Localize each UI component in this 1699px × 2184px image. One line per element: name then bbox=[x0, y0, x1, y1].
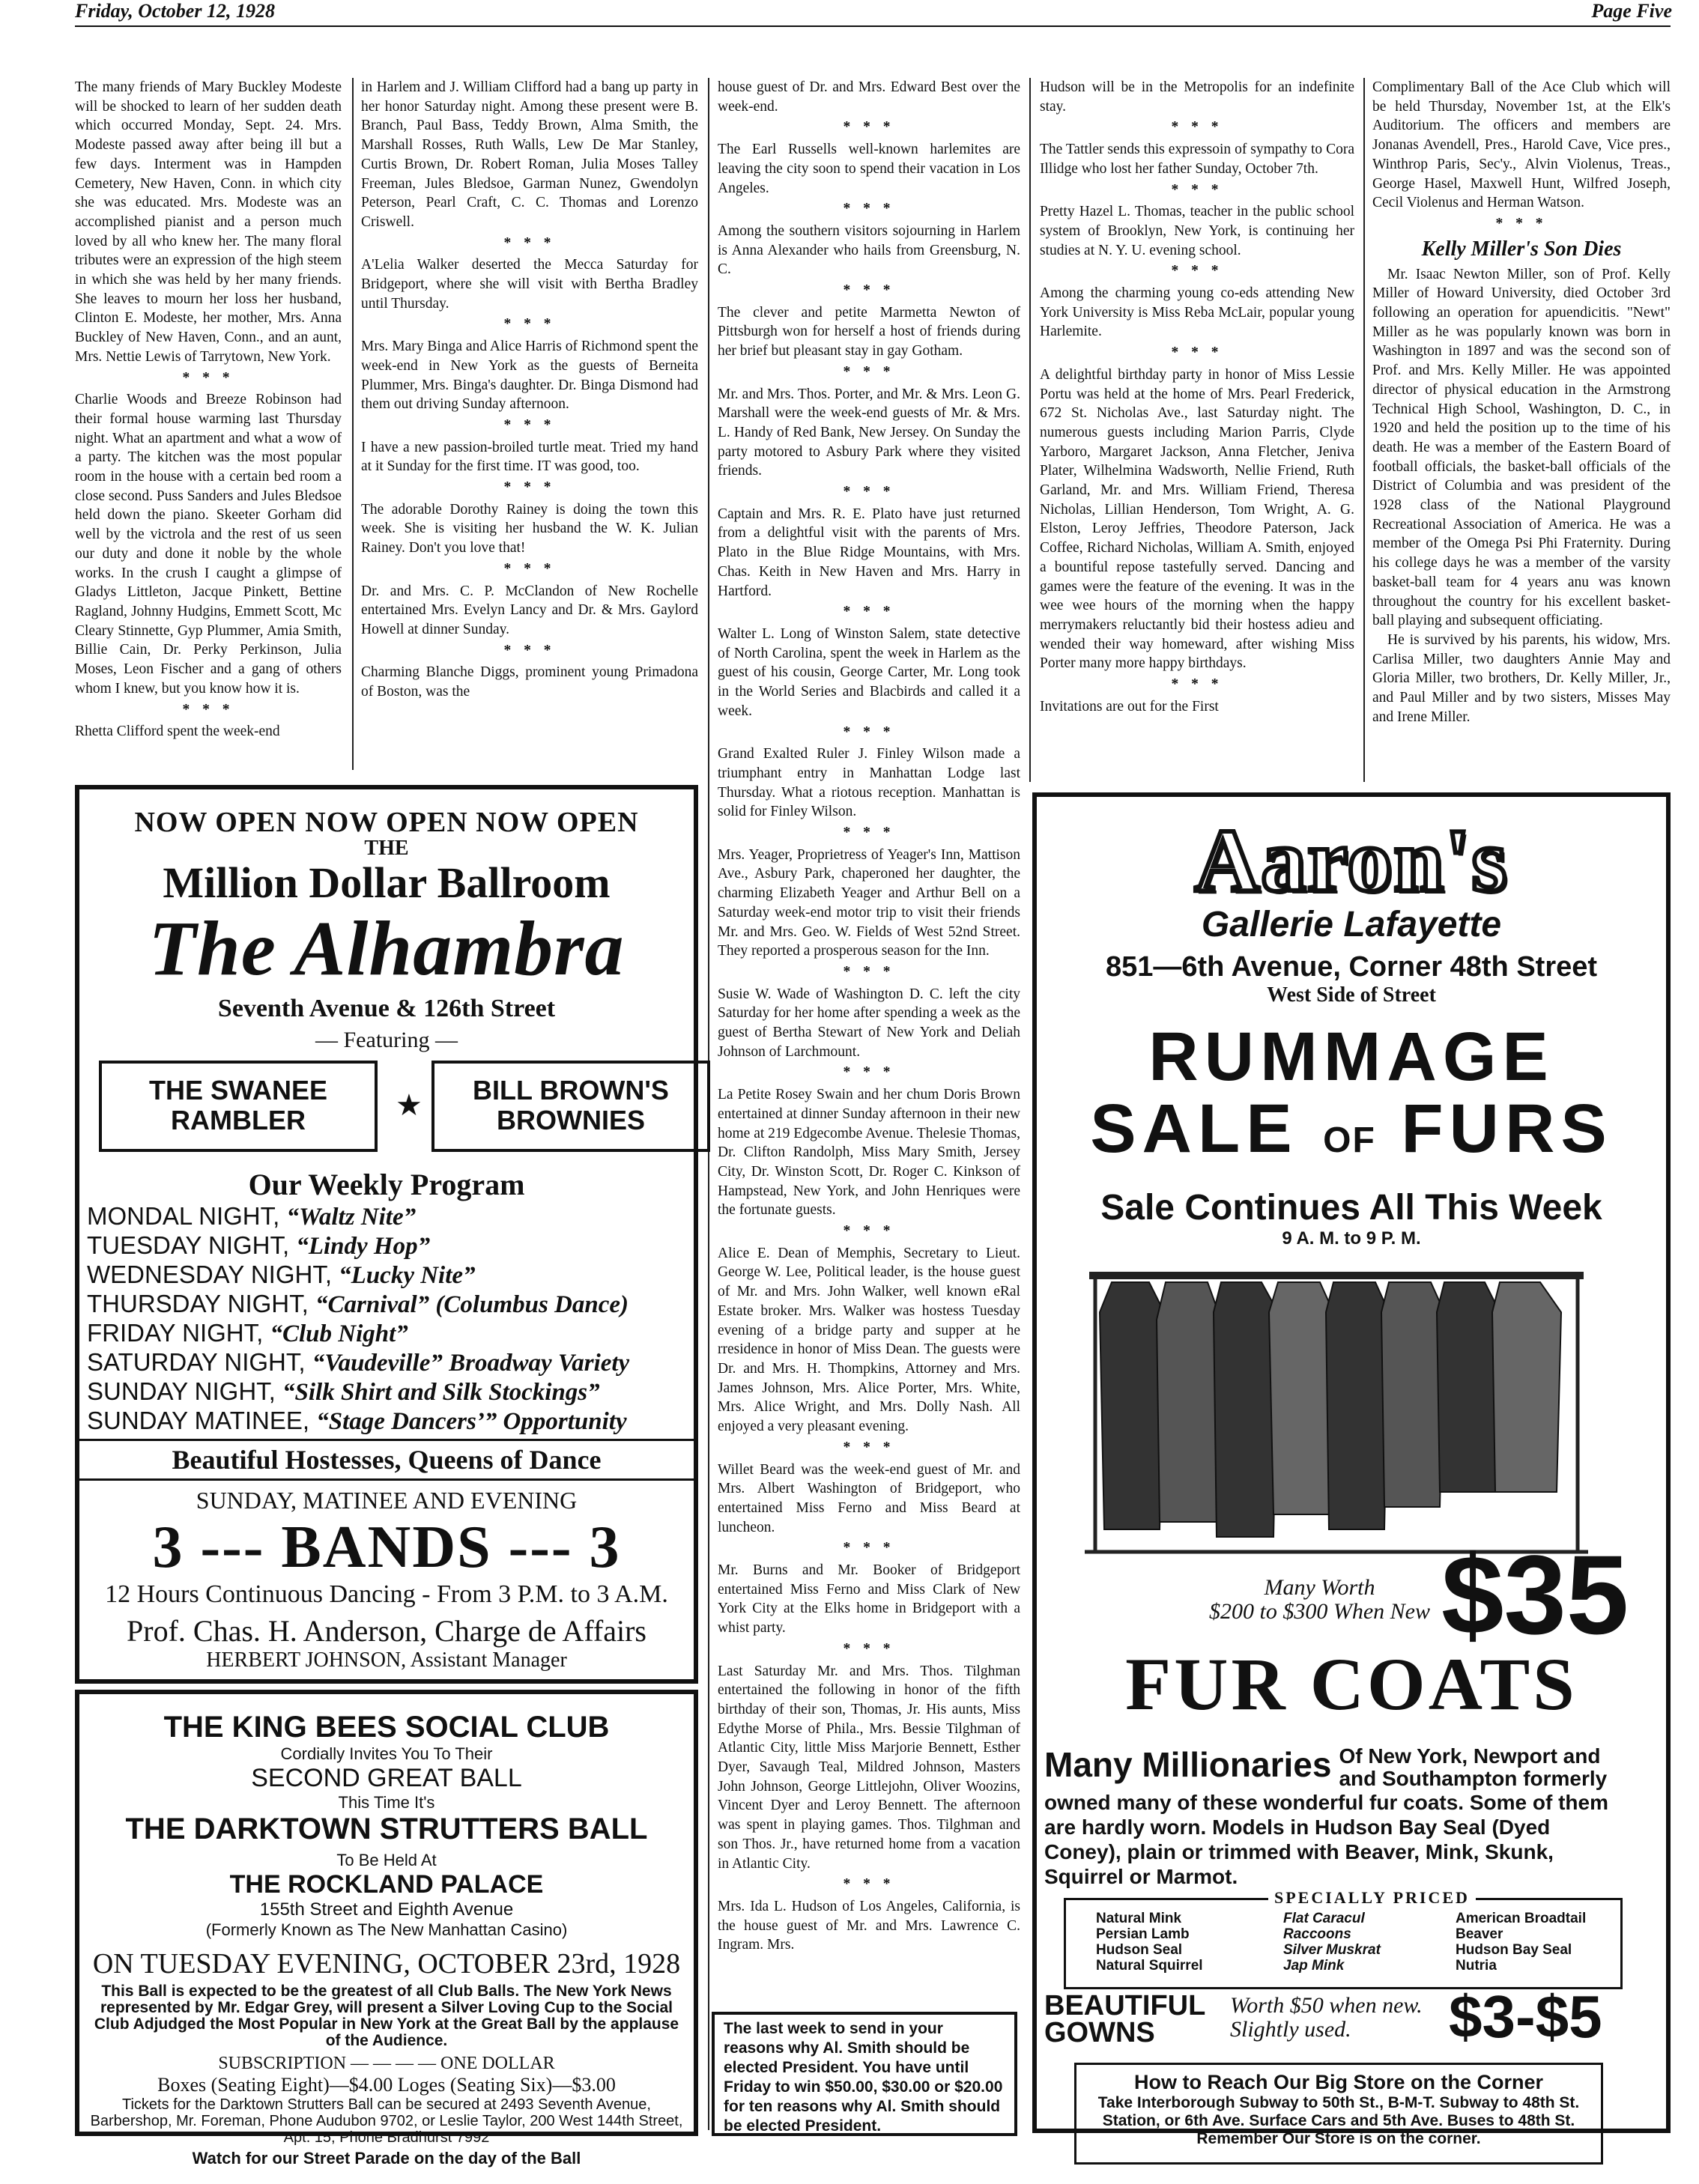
program-item: THURSDAY NIGHT, “Carnival” (Columbus Dance) bbox=[87, 1290, 629, 1318]
separator: * * * bbox=[1171, 345, 1223, 361]
directions-box: How to Reach Our Big Store on the Corner Take Interborough Subway to 50th St., B-M-T. Subway to 48th St. Station, or 6th Ave. Surface Cars and 5th Ave. Buses to 48th St. Remember Our Store is on the corner. bbox=[1074, 2063, 1603, 2165]
article-paragraph: Among the charming young co-eds attending New York University is Miss Reba McLair, popular young Harlemite. bbox=[1040, 285, 1354, 340]
ball-date: ON TUESDAY EVENING, OCTOBER 23rd, 1928 bbox=[92, 1948, 681, 1980]
article-paragraph: Alice E. Dean of Memphis, Secretary to Lieut. George W. Lee, Political leader, is the house guest of Mr. and Mrs. John Walker, well known eRal Estate broker. Mrs. Walker was hostess Tuesday evening of a bridge party and supper at he rresidence in honor of Miss Dean. The guests were Dr. and Mrs. H. Thompkins, Attorney and Mrs. James Johnson, Mrs. Alice Porter, Mrs. White, Mrs. Alice Wright, and Mrs. Dolly Nash. All enjoyed a very pleasant evening. bbox=[718, 1245, 1020, 1435]
sale-of-furs: SALE OF FURS bbox=[1090, 1091, 1613, 1167]
article-paragraph: Mrs. Yeager, Proprietress of Yeager's Inn, Mattison Ave., Asbury Park, chaperoned her daughter, the charming Elizabeth Yeager and Arthur Bell on a Saturday week-end motor trip to visit their friends Mr. and Mrs. Geo. W. Fields of West 52nd Street. They reported a prosperous season for the Inn. bbox=[718, 846, 1020, 959]
club-title: THE KING BEES SOCIAL CLUB bbox=[163, 1711, 610, 1744]
article-paragraph: house guest of Dr. and Mrs. Edward Best over the week-end. bbox=[718, 79, 1020, 115]
aarons-ad bbox=[1032, 792, 1671, 2147]
ball-blurb: This Ball is expected to be the greatest of all Club Balls. The New York News represented by Mr. Edgar Grey, will present a Silver Loving Cup to the Social Club Adjudged the Most Popular in New York at the Great Ball by the applause of the Audience. bbox=[94, 1983, 679, 2049]
subscription: SUBSCRIPTION — — — — ONE DOLLAR bbox=[218, 2054, 555, 2073]
separator: * * * bbox=[843, 119, 895, 136]
separator: * * * bbox=[843, 724, 895, 740]
contest-text: The last week to send in your reasons why Al. Smith should be elected President. You have until Friday to win $50.00, $30.00 or $20.00 for ten reasons why Al. Smith should be elected President. bbox=[724, 2020, 1003, 2135]
article-paragraph: Hudson will be in the Metropolis for an indefinite stay. bbox=[1040, 79, 1354, 115]
article-paragraph: Captain and Mrs. R. E. Plato have just returned from a delightful visit with the parents of Mrs. Plato in the Blue Ridge Mountains, with Mrs. Chas. Keith in New Haven and Mrs. Harry in Hartford. bbox=[718, 506, 1020, 599]
article-paragraph: Willet Beard was the week-end guest of Mr. and Mrs. Albert Washington of Bridgeport, who entertained Miss Ferno and Miss Beard at luncheon. bbox=[718, 1461, 1020, 1535]
fur-coats-headline: FUR COATS bbox=[1125, 1642, 1578, 1726]
column-3 bbox=[718, 78, 1020, 2009]
venue: THE ROCKLAND PALACE bbox=[229, 1870, 544, 1899]
now-open-banner: NOW OPEN NOW OPEN NOW OPEN bbox=[134, 807, 639, 838]
article-paragraph: Last Saturday Mr. and Mrs. Thos. Tilghman entertained the following in honor of the fifth birthday of their son, Thomas, Jr. His aunts, Miss Edythe Morse of Phila., Mrs. Bessie Tilghman of Atlantic City, little Miss Marjorie Bennett, Esther Dyer, Savaugh Teal, Mildred Johnson, Masters John Johnson, George Littlejohn, Oliver Woozins, Vincent Dyer and Leroy Bennett. The afternoon was spent in playing games. Thos. Tilghman and son Thos. Jr., have returned home from a vacation in Atlantic City. bbox=[718, 1663, 1020, 1872]
article-paragraph: Charlie Woods and Breeze Robinson had their formal house warming last Thursday night. What an apartment and what a wow of a party. The kitchen was the most popular room in the house with a certain bed room a close second. Puss Sanders and Jules Bledsoe held down the piano. Skeeter Gorham did well by the victrola and the rest of us seen our duty and done it noble by the whole works. In the crush I caught a glimpse of Gladys Littleton, Jacque Pinkett, Bettine Ragland, Johnny Hudgins, Emmett Scott, Mc Cleary Stinnette, Gyp Plummer, Amia Smith, Billie Cain, Dr. Perky Perkinson, Julia Moses, Leon Fischer and a gang of others whom I knew, but you know how it is. bbox=[75, 392, 342, 697]
separator: * * * bbox=[503, 316, 556, 333]
separator: * * * bbox=[182, 369, 234, 386]
article-paragraph: Complimentary Ball of the Ace Club which will be held Thursday, November 1st, at the Elk's Auditorium. The officers and members are Jonanas Avendell, Pres., Harold Cave, Vice pres., Winthrop Paris, Sec'y., Alvin Violenus, Treas., George Hasel, Maxwell Hunt, Wilfred Joseph, Cecil Violenus and Herman Watson. bbox=[1372, 79, 1671, 211]
separator: * * * bbox=[182, 701, 234, 718]
article-paragraph: Among the southern visitors sojourning in Harlem is Anna Alexander who hails from Greensburg, N. C. bbox=[718, 222, 1020, 278]
ballroom-title: Million Dollar Ballroom bbox=[163, 858, 611, 907]
aarons-logo: Aaron's bbox=[1194, 810, 1509, 910]
separator: * * * bbox=[843, 825, 895, 841]
separator: * * * bbox=[503, 416, 556, 433]
article-paragraph: in Harlem and J. William Clifford had a bang up party in her honor Saturday night. Among these present were B. Branch, Paul Bass, Teddy Brown, Alma Smith, the Marshall Rosses, Ruth Walls, Lew De Mar Stanley, Curtis Brown, Dr. Robert Roman, Julia Moses Talley Freeman, Jules Bledsoe, Garman Nunez, Gwendolyn Peterson, Pearl Craft, C. C. Thomas and Lorenzo Criswell. bbox=[361, 79, 698, 230]
aarons-subtitle: Gallerie Lafayette bbox=[1201, 905, 1502, 944]
article-paragraph: Dr. and Mrs. C. P. McClandon of New Rochelle entertained Mrs. Evelyn Lancy and Dr. & Mrs. Gaylord Howell at dinner Sunday. bbox=[361, 583, 698, 637]
separator: * * * bbox=[843, 1064, 895, 1081]
page-date: Friday, October 12, 1928 bbox=[75, 0, 275, 22]
article-paragraph: I have a new passion-broiled turtle meat. Tried my hand at it Sunday for the first time. IT was good, too. bbox=[361, 439, 698, 475]
column-4 bbox=[1040, 78, 1354, 773]
gowns-price: $3-$5 bbox=[1449, 1983, 1602, 2050]
column-2 bbox=[361, 78, 698, 773]
separator: * * * bbox=[503, 479, 556, 496]
manager-line: HERBERT JOHNSON, Assistant Manager bbox=[206, 1648, 567, 1672]
king-bees-ad bbox=[75, 1690, 698, 2168]
program-item: MONDAL NIGHT, “Waltz Nite” bbox=[87, 1202, 417, 1231]
gowns-worth: Worth $50 when new. Slightly used. bbox=[1230, 1993, 1423, 2042]
article-paragraph: Mr. and Mrs. Thos. Porter, and Mr. & Mrs. Leon G. Marshall were the week-end guests of Mr. & Mrs. L. Handy of Red Bank, New Jersey. On Sunday the party motored to Asbury Park where they visited friends. bbox=[718, 386, 1020, 479]
specially-priced-box: SPECIALLY PRICED Natural Mink Persian Lamb Hudson Seal Natural Squirrel Flat Caracul Raccoons Silver Muskrat Jap Mink American Broadtail Beaver Hudson Bay Seal Nutria bbox=[1064, 1898, 1623, 1989]
separator: * * * bbox=[843, 1876, 895, 1893]
article-paragraph: Mrs. Mary Binga and Alice Harris of Richmond spent the week-end in New York as the guests of Berneita Plummer, Mrs. Binga's daughter. Dr. Binga Dismond had them out driving Sunday afternoon. bbox=[361, 339, 698, 413]
second-ball: SECOND GREAT BALL bbox=[251, 1764, 522, 1792]
program-item: SATURDAY NIGHT, “Vaudeville” Broadway Variety bbox=[87, 1348, 630, 1377]
separator: * * * bbox=[1171, 676, 1223, 693]
article-paragraph: Mr. Burns and Mr. Booker of Bridgeport entertained Miss Ferno and Miss Clark of New York City at the Elks home in Bridgeport with a whist party. bbox=[718, 1562, 1020, 1637]
article-paragraph: Walter L. Long of Winston Salem, state detective of North Carolina, spent the week in Harlem as the guest of his cousin, George Carter, Mr. Long took in the World Series and Blacbirds and called it a week. bbox=[718, 625, 1020, 719]
sunday-line: SUNDAY, MATINEE AND EVENING bbox=[196, 1487, 578, 1514]
alhambra-ad bbox=[75, 785, 698, 1684]
column-rule bbox=[1363, 78, 1365, 782]
act-box: BILL BROWN'S BROWNIES bbox=[431, 1061, 710, 1152]
headline: Kelly Miller's Son Dies bbox=[1421, 237, 1622, 261]
venue-address: Seventh Avenue & 126th Street bbox=[217, 995, 556, 1022]
page-number: Page Five bbox=[1591, 0, 1672, 22]
separator: * * * bbox=[1171, 181, 1223, 198]
article-paragraph: Mr. Isaac Newton Miller, son of Prof. Kelly Miller of Howard University, died October 3rd following an operation for apuendicitis. "Newt" Miller as he was popularly known was born in Washington in 1897 and was the second son of Prof. and Mrs. Kelly Miller. He was appointed director of physical education in the Armstrong Technical High School, Washington, D. C., in 1920 and held the position up to the time of his death. He was a member of the Eastern Board of football officials, the basket-ball officials of the District of Columbia and was president of the 1928 class of the National Playground Recreational Association of America. He was a member of the Omega Psi Phi Fraternity. During his college days he was a member of the varsity basket-ball team for 4 years anu was known throughout the country for his excellent basket-ball playing and subsequent officiating. bbox=[1372, 266, 1671, 629]
article-paragraph: A delightful birthday party in honor of Miss Lessie Portu was held at the home of Mrs. Pearl Frederick, 672 St. Nicholas Ave., last Saturday night. The numerous guests including Marion Parris, Clyde Yarboro, Margaret Jackson, Anna Fletcher, Jeniva Plater, Wilhelmina Wadsworth, Nellie Friend, Ruth Garland, Mr. and Mrs. William Friend, Theresa Nicholas, Lillian Henderson, Tom Wright, A. G. Elston, Leroy Jeffries, Theodore Paterson, Jack Coffee, Richard Nicholas, William A. Smith, enjoyed a bountiful repose tastefully served. Dancing and games were the feature of the evening. It was in the wee wee hours of the morning when the happy merrymakers reluctantly bid their hostess adieu and wended their way homeward, after wishing Miss Porter many more happy birthdays. bbox=[1040, 366, 1354, 672]
program-item: FRIDAY NIGHT, “Club Night” bbox=[87, 1319, 408, 1347]
parade-line: Watch for our Street Parade on the day of the Ball bbox=[192, 2149, 581, 2168]
many-worth: Many Worth $200 to $300 When New bbox=[1209, 1575, 1430, 1624]
article-paragraph: He is survived by his parents, his widow, Mrs. Carlisa Miller, two daughters Annie May and Gloria Miller, two brothers, Dr. Kelly Miller, Jr., and Paul Miller and by two sisters, Misses May and Irene Miller. bbox=[1372, 631, 1671, 725]
header-rule bbox=[75, 25, 1671, 27]
store-address: 851—6th Avenue, Corner 48th Street bbox=[1105, 951, 1598, 983]
featured-acts bbox=[79, 1061, 694, 1156]
column-rule bbox=[352, 78, 354, 770]
charge-line: Prof. Chas. H. Anderson, Charge de Affairs bbox=[127, 1614, 646, 1648]
program-item: SUNDAY MATINEE, “Stage Dancers’” Opportunity bbox=[87, 1407, 627, 1435]
sale-continues: Sale Continues All This Week bbox=[1100, 1188, 1602, 1228]
separator: * * * bbox=[1495, 215, 1548, 231]
separator: * * * bbox=[1171, 119, 1223, 136]
fur-list-column: Flat Caracul Raccoons Silver Muskrat Jap Mink bbox=[1283, 1911, 1381, 1974]
separator: * * * bbox=[1171, 263, 1223, 279]
star-icon: ★ bbox=[396, 1088, 423, 1122]
venue-formerly: (Formerly Known as The New Manhattan Casino) bbox=[205, 1920, 568, 1939]
article-paragraph: La Petite Rosey Swain and her chum Doris Brown entertained at dinner Sunday afternoon in their new home at 219 Edgecombe Avenue. Thelesie Thomas, Dr. Clifton Randolph, Miss Mary Smith, Jersey City, Dr. Winston Scott, Dr. Roger C. Kinkson of Hampstead, New York, and John Henriques were the fortunate guests. bbox=[718, 1087, 1020, 1219]
hostesses-line: Beautiful Hostesses, Queens of Dance bbox=[172, 1445, 602, 1475]
ad-the: THE bbox=[364, 837, 409, 860]
held-at: To Be Held At bbox=[336, 1851, 437, 1869]
separator: * * * bbox=[843, 1439, 895, 1455]
column-1 bbox=[75, 78, 342, 773]
separator: * * * bbox=[843, 484, 895, 500]
article-paragraph: The clever and petite Marmetta Newton of Pittsburgh won for herself a host of friends during her brief but pleasant stay in gay Gotham. bbox=[718, 304, 1020, 360]
venue-name: The Alhambra bbox=[148, 906, 625, 992]
prices: Boxes (Seating Eight)—$4.00 Loges (Seating Six)—$3.00 bbox=[157, 2074, 616, 2096]
venue-street: 155th Street and Eighth Avenue bbox=[259, 1899, 514, 1920]
divider bbox=[79, 1478, 694, 1481]
program-item: WEDNESDAY NIGHT, “Lucky Nite” bbox=[87, 1261, 476, 1289]
article-paragraph: The Earl Russells well-known harlemites are leaving the city soon to spend their vacation in Los Angeles. bbox=[718, 142, 1020, 196]
hours-line: 12 Hours Continuous Dancing - From 3 P.M. to 3 A.M. bbox=[105, 1580, 668, 1608]
separator: * * * bbox=[503, 560, 556, 577]
separator: * * * bbox=[503, 234, 556, 251]
article-paragraph: Mrs. Ida L. Hudson of Los Angeles, California, is the house guest of Mr. and Mrs. Lawrence C. Ingram. Mrs. bbox=[718, 1898, 1020, 1953]
al-smith-contest-box bbox=[712, 2012, 1017, 2136]
bands-line: 3 --- BANDS --- 3 bbox=[152, 1514, 621, 1580]
separator: * * * bbox=[843, 1640, 895, 1657]
separator: * * * bbox=[843, 604, 895, 620]
tickets-info: Tickets for the Darktown Strutters Ball can be secured at 2493 Seventh Avenue, Barbershop, Mr. Foreman, Phone Audubon 9702, or Leslie Taylor, 200 West 144th Street, Apt. 15, Phone Bradhurst 7992 bbox=[90, 2096, 683, 2146]
ball-name: THE DARKTOWN STRUTTERS BALL bbox=[125, 1813, 648, 1845]
article-paragraph: The many friends of Mary Buckley Modeste will be shocked to learn of her sudden death which occurred Monday, Sept. 24. Mrs. Modeste passed away after being ill but a few days. Interment was in Hampden Cemetery, New Haven, Conn. in which city she was educated. Mrs. Modeste was an accomplished pianist and a person much loved by all who knew her. The many floral tributes were an expression of the high steem in which she was held by her many friends. She leaves to mourn her loss her husband, Clinton E. Modeste, her mother, Mrs. Anna Buckley of New Haven, Conn., and an aunt, Mrs. Nettie Lewis of Tarrytown, New York. bbox=[75, 79, 342, 365]
rummage-headline: RUMMAGE bbox=[1148, 1019, 1554, 1095]
separator: * * * bbox=[843, 282, 895, 299]
separator: * * * bbox=[843, 963, 895, 980]
program-list bbox=[87, 1202, 694, 1436]
article-paragraph: Invitations are out for the First bbox=[1040, 698, 1219, 715]
program-title: Our Weekly Program bbox=[248, 1168, 525, 1201]
store-hours: 9 A. M. to 9 P. M. bbox=[1282, 1228, 1421, 1249]
fur-coats-illustration-icon bbox=[1082, 1267, 1591, 1559]
separator: * * * bbox=[503, 642, 556, 658]
column-rule bbox=[1029, 78, 1031, 782]
separator: * * * bbox=[843, 363, 895, 380]
column-5 bbox=[1372, 78, 1671, 773]
fur-list-column: American Broadtail Beaver Hudson Bay Seal Nutria bbox=[1456, 1911, 1587, 1974]
article-paragraph: Grand Exalted Ruler J. Finley Wilson made a triumphant entry in Manhattan Lodge last Thursday. What a riotous reception. Manhattan is solid for Finley Wilson. bbox=[718, 746, 1020, 820]
separator: * * * bbox=[843, 1223, 895, 1240]
fur-list-column: Natural Mink Persian Lamb Hudson Seal Natural Squirrel bbox=[1096, 1911, 1203, 1974]
program-item: TUESDAY NIGHT, “Lindy Hop” bbox=[87, 1231, 431, 1260]
west-side: West Side of Street bbox=[1267, 983, 1436, 1007]
program-item: SUNDAY NIGHT, “Silk Shirt and Silk Stockings” bbox=[87, 1377, 600, 1406]
millionaires-block: Many Millionaries Of New York, Newport and and Southampton formerly owned many of these wonderful fur coats. Some of them are hardly worn. Models in Hudson Bay Seal (Dyed Coney), plain or trimmed with Beaver, Mink, Skunk, Squirrel or Marmot. bbox=[1044, 1744, 1608, 1888]
article-paragraph: Rhetta Clifford spent the week-end bbox=[75, 724, 280, 740]
article-paragraph: A'Lelia Walker deserted the Mecca Saturday for Bridgeport, where she will visit with Bertha Bradley until Thursday. bbox=[361, 257, 698, 312]
separator: * * * bbox=[843, 1540, 895, 1556]
act-box: THE SWANEE RAMBLER bbox=[99, 1061, 378, 1152]
featuring-label: — Featuring — bbox=[315, 1028, 458, 1052]
this-time: This Time It's bbox=[338, 1793, 435, 1812]
divider bbox=[79, 1439, 694, 1441]
invites-line: Cordially Invites You To Their bbox=[280, 1744, 493, 1763]
article-paragraph: Susie W. Wade of Washington D. C. left the city Saturday for her home after spending a week as the guest of Bertha Stewart of New York and Deliah Johnson of Larchmount. bbox=[718, 986, 1020, 1060]
article-paragraph: Pretty Hazel L. Thomas, teacher in the public school system of Brooklyn, New York, is continuing her studies at N. Y. U. evening school. bbox=[1040, 204, 1354, 258]
article-paragraph: Charming Blanche Diggs, prominent young Primadona of Boston, was the bbox=[361, 664, 698, 700]
separator: * * * bbox=[843, 201, 895, 217]
gowns-headline: BEAUTIFUL GOWNS bbox=[1044, 1990, 1206, 2048]
article-paragraph: The Tattler sends this expressoin of sympathy to Cora Illidge who lost her father Sunday, October 7th. bbox=[1040, 142, 1354, 177]
coat-price: $35 bbox=[1441, 1532, 1629, 1657]
article-paragraph: The adorable Dorothy Rainey is doing the town this week. She is visiting her husband the W. K. Julian Rainey. Don't you love that! bbox=[361, 501, 698, 556]
